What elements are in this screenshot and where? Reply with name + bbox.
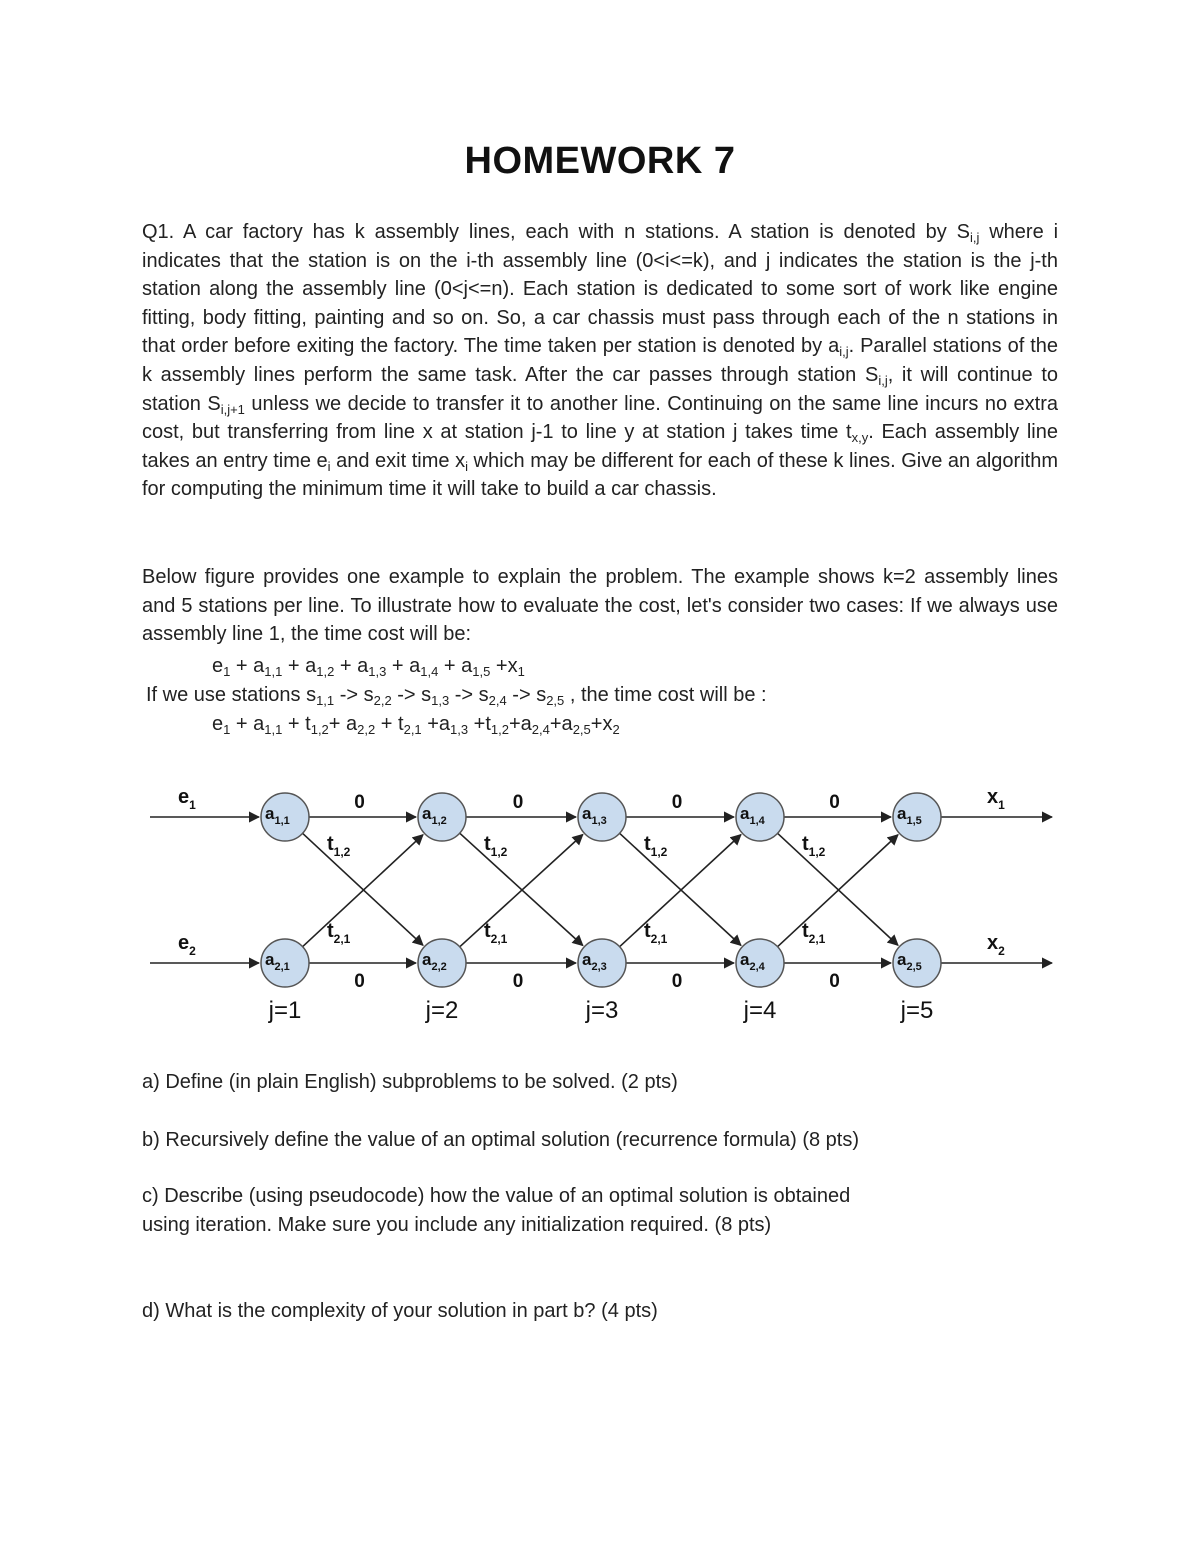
exit-label-1: $x_1$ — [987, 786, 1005, 812]
transfer-edge-up-3 — [620, 835, 741, 947]
transfer-edge-up-2 — [460, 835, 583, 947]
column-label-2: j=2 — [425, 997, 459, 1024]
transfer-label-t21-3: $t_{2,1}$ — [644, 920, 668, 946]
station-label-2-4: $a_{2,4}$ — [740, 950, 765, 973]
zero-cost-top-4: 0 — [829, 792, 840, 813]
station-label-1-2: $a_{1,2}$ — [422, 804, 447, 827]
station-label-2-3: $a_{2,3}$ — [582, 950, 607, 973]
transfer-edge-down-4 — [778, 833, 898, 945]
example-paragraph: Below figure provides one example to explain the problem. The example shows k=2 assembly lines and 5 stations per line. To illustrate how to evaluate the cost, let's consider two cases: If we always use assembly line 1, the time cost will be: — [142, 566, 1058, 646]
station-label-2-2: $a_{2,2}$ — [422, 950, 447, 973]
zero-cost-top-3: 0 — [671, 792, 683, 813]
transfer-label-t21-1: $t_{2,1}$ — [327, 920, 351, 946]
assembly-line-diagram — [140, 770, 1070, 1030]
column-label-4: j=4 — [743, 997, 777, 1024]
column-label-5: j=5 — [900, 997, 934, 1024]
case-two-text: If we use stations $s_{1,1} -> s_{2,2} -> s_{1,3} -> s_{2,4} -> s_{2,5}$ , the time cost will be : — [146, 684, 767, 708]
question-a: a) Define (in plain English) subproblems to be solved. (2 pts) — [142, 1071, 678, 1093]
transfer-edge-up-1 — [303, 835, 423, 947]
entry-label-1: $e_1$ — [178, 786, 196, 812]
transfer-edge-down-1 — [303, 833, 423, 945]
question-c-continued: using iteration. Make sure you include any initialization required. (8 pts) — [142, 1214, 772, 1236]
station-label-1-4: $a_{1,4}$ — [740, 804, 765, 827]
transfer-label-t21-2: $t_{2,1}$ — [484, 920, 508, 946]
station-label-1-5: $a_{1,5}$ — [897, 804, 922, 827]
transfer-label-t12-1: $t_{1,2}$ — [327, 833, 351, 859]
station-label-2-5: $a_{2,5}$ — [897, 950, 922, 973]
question-b: b) Recursively define the value of an optimal solution (recurrence formula) (8 pts) — [142, 1129, 859, 1151]
station-label-1-1: $a_{1,1}$ — [265, 804, 290, 827]
question-d: d) What is the complexity of your solution in part b? (4 pts) — [142, 1300, 658, 1322]
zero-cost-bottom-4: 0 — [829, 971, 840, 992]
column-label-3: j=3 — [585, 997, 619, 1024]
question-c: c) Describe (using pseudocode) how the value of an optimal solution is obtained — [142, 1185, 851, 1207]
zero-cost-bottom-3: 0 — [671, 971, 683, 992]
exit-label-2: $x_2$ — [987, 932, 1005, 958]
transfer-label-t12-4: $t_{1,2}$ — [802, 833, 826, 859]
transfer-label-t12-3: $t_{1,2}$ — [644, 833, 668, 859]
page-title: HOMEWORK 7 — [464, 140, 736, 182]
column-label-1: j=1 — [268, 997, 302, 1024]
station-label-2-1: $a_{2,1}$ — [265, 950, 290, 973]
station-label-1-3: $a_{1,3}$ — [582, 804, 607, 827]
zero-cost-top-2: 0 — [512, 792, 524, 813]
zero-cost-bottom-1: 0 — [354, 971, 365, 992]
transfer-edge-down-2 — [460, 833, 583, 945]
entry-label-2: $e_2$ — [178, 932, 196, 958]
zero-cost-bottom-2: 0 — [512, 971, 524, 992]
formula-line-2: $e_1 + a_{1,1} + t_{1,2}+ a_{2,2} + t_{2,1} +a_{1,3} +t_{1,2}+a_{2,4}+a_{2,5}+x_2$ — [212, 713, 620, 737]
transfer-label-t12-2: $t_{1,2}$ — [484, 833, 508, 859]
transfer-edge-up-4 — [778, 835, 898, 947]
formula-line-1: $e_1 + a_{1,1} + a_{1,2} + a_{1,3} + a_{1,4} + a_{1,5} +x_1$ — [212, 655, 525, 679]
problem-paragraph: Q1. A car factory has k assembly lines, each with n stations. A station is denoted by $S_{i,j}$ where i indicates that the station is on the i-th assembly line (0<i<=k), and j indicates the station is the j-th station along the assembly line (0<j<=n). Each station is dedicated to some sort of work like engine fitting, body fitting, painting and so on. So, a car chassis must pass through each of the n stations in that order before exiting the factory. The time taken per station is denoted by $a_{i,j}$. Parallel stations of the k assembly lines perform the same task. After the car passes through station $S_{i,j}$, it will continue to station $S_{i,j+1}$ unless we decide to transfer it to another line. Continuing on the same line incurs no extra cost, but transferring from line x at station j-1 to line y at station j takes time $t_{x,y}$. Each assembly line takes an entry time $e_i$ and exit time $x_i$ which may be different for each of these k lines. Give an algorithm for computing the minimum time it will take to build a car chassis. — [142, 221, 1059, 501]
zero-cost-top-1: 0 — [354, 792, 365, 813]
transfer-edge-down-3 — [620, 833, 741, 945]
transfer-label-t21-4: $t_{2,1}$ — [802, 920, 826, 946]
